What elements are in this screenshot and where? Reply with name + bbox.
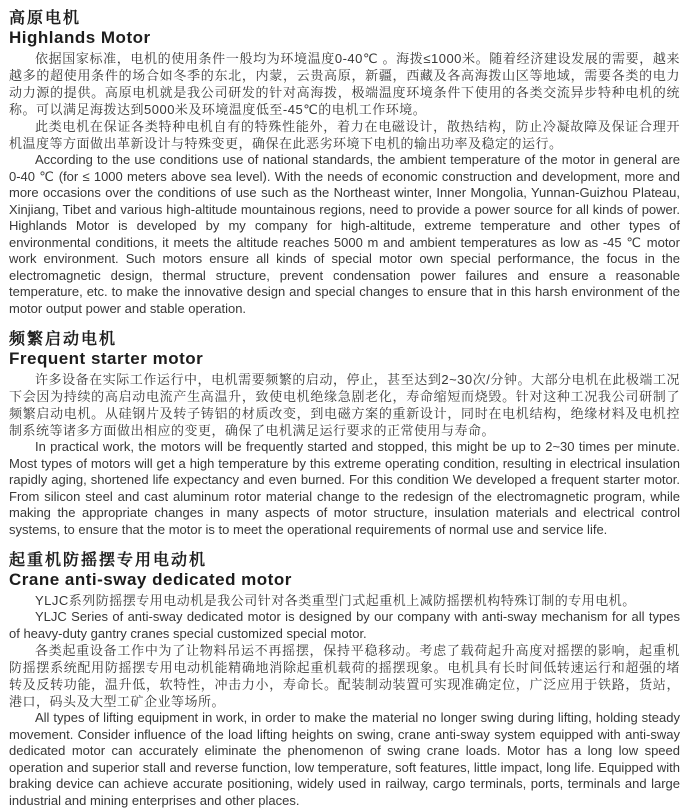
paragraph-zh: 许多设备在实际工作运行中，电机需要频繁的启动，停止，甚至达到2~30次/分钟。大部分电机在此极端工况下会因为持续的高启动电流产生高温升，致使电机绝缘急剧老化，寿命缩短而烧毁。针对这种工况我公司研制了频繁启动电机。从硅钢片及转子铸铝的材质改变，到电磁方案的重新设计，同时在电机结构，绝缘材料及电机控制系统等诸多方面做出相应的变更，确保了电机满足运行要求的正常使用与寿命。 <box>9 372 680 438</box>
section-highlands-motor <box>9 9 680 317</box>
paragraph-zh: YLJC系列防摇摆专用电动机是我公司针对各类重型门式起重机上减防摇摆机构特殊订制的专用电机。 <box>35 593 636 608</box>
section-frequent-starter-motor <box>9 330 680 538</box>
section-title-zh: 高原电机 <box>9 10 82 27</box>
paragraph-en: All types of lifting equipment in work, in order to make the material no longer swing during lifting, holding steady movement. Consider influence of the load lifting heights on swing, crane anti-sway system equipped with anti-sway dedicated motor can accurately eliminate the phenomenon of swing crane loads. Motor has a long low speed operation and superior stall and reverse function, low temperature, soft features, little impact, long life. Equipped with braking device can achieve accurate positioning, widely used in railway, cargo terminals, ports, terminals and large industrial and mining enterprises and other places. <box>9 710 680 808</box>
section-crane-anti-sway-motor <box>9 551 680 809</box>
paragraph-zh: 此类电机在保证各类特种电机自有的特殊性能外，着力在电磁设计，散热结构，防止冷凝故障及保证合理开机温度等方面做出革新设计与特殊变更，确保在此恶劣环境下电机的输出功率及稳定的运行。 <box>9 119 680 151</box>
paragraph-en: According to the use conditions use of national standards, the ambient temperature of the motor in general are 0-40 ℃ (for ≤ 1000 meters above sea level). With the needs of economic construction and development, more and more occasions over the conditions of use such as the Northeast winter, Inner Mongolia, Yunnan-Guizhou Plateau, Xinjiang, Tibet and various high-altitude mountainous regions, need to provide a power source for all kinds of power. Highlands Motor is developed by my company for high-altitude, extreme temperature and other types of environmental conditions, it meets the altitude reaches 5000 m and ambient temperatures as low as -45 ℃ motor work environment. Such motors ensure all kinds of special motor own special performance, the focus in the electromagnetic design, thermal structure, prevent condensation power failures and ensure a reasonable temperature, etc. to make the innovative design and special changes to ensure that in this harsh environment of the motor output power and stable operation. <box>9 152 680 316</box>
section-title-zh: 频繁启动电机 <box>9 331 118 348</box>
section-title-en: Highlands Motor <box>9 28 151 47</box>
section-title-en: Crane anti-sway dedicated motor <box>9 570 292 589</box>
paragraph-zh: 各类起重设备工作中为了让物料吊运不再摇摆，保持平稳移动。考虑了载荷起升高度对摇摆的影响，起重机防摇摆系统配用防摇摆专用电动机能精确地消除起重机载荷的摇摆现象。电机具有长时间低转速运行和超强的堵转及反转功能，温升低，软特性，冲击力小，寿命长。配装制动装置可实现准确定位，广泛应用于铁路，货站，港口，码头及大型工矿企业等场所。 <box>9 643 680 709</box>
paragraph-zh: 依据国家标准，电机的使用条件一般均为环境温度0-40℃ 。海拨≤1000米。随着经济建设发展的需要，越来越多的超使用条件的场合如冬季的东北，内蒙，云贵高原，新疆，西藏及各高海拨山区等地域，需要各类的电力动力源的提供。高原电机就是我公司研发的针对高海拨，极端温度环境条件下使用的各类交流异步特种电机的统称。可以满足海拨达到5000米及环境温度低至-45℃的电机工作环境。 <box>9 51 680 117</box>
section-title-zh: 起重机防摇摆专用电动机 <box>9 552 208 569</box>
paragraph-en: In practical work, the motors will be frequently started and stopped, this might be up to 2~30 times per minute. Most types of motors will get a high temperature by this extreme operating condition, resulting in electrical insulation rapidly aging, shortened life expectancy and even burned. For this condition We developed a frequent starter motor. From silicon steel and cast aluminum rotor material change to the redesign of the electromagnetic program, while making the appropriate changes in many aspects of motor structure, insulation materials and electrical control systems, to ensure that the motor is to meet the operational requirements of normal use and service life. <box>9 439 680 537</box>
section-title-en: Frequent starter motor <box>9 349 204 368</box>
paragraph-en: YLJC Series of anti-sway dedicated motor is designed by our company with anti-sway mechanism for all types of heavy-duty gantry cranes special customized special motor. <box>9 609 680 641</box>
